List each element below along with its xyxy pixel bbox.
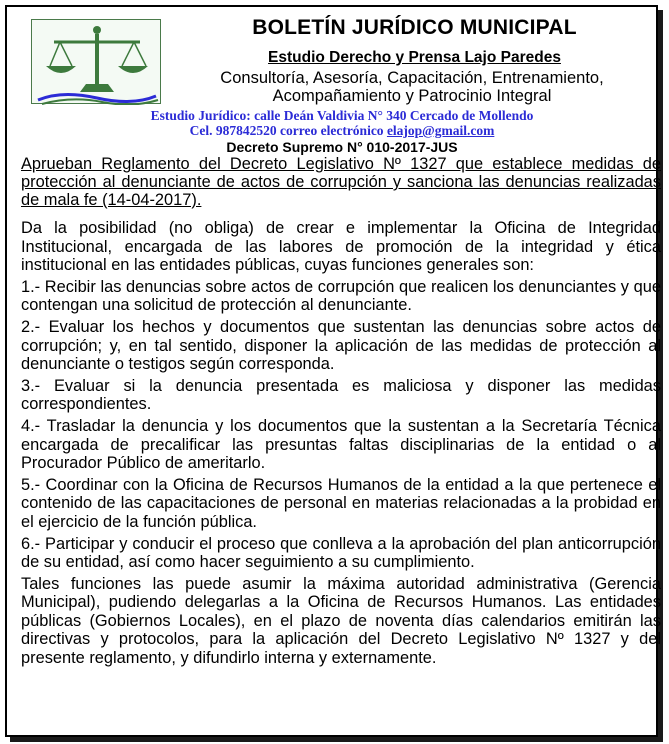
article-body <box>21 219 661 671</box>
contact-line <box>107 123 577 138</box>
paragraph-function-4: 4.- Trasladar la denuncia y los documentos que la sustentan a la Secretaría Técnica encargada de precalificar las presuntas faltas disciplinarias de la entidad o al Procurador Público de ameritarlo. <box>21 416 661 473</box>
decree-number: Decreto Supremo N° 010-2017-JUS <box>226 139 458 155</box>
paragraph-function-2: 2.- Evaluar los hechos y documentos que sustentan las denuncias sobre actos de corrupción; y, en tal sentido, disponer la aplicación de las medidas de protección al denunciante o testigos según corresponda. <box>21 317 661 374</box>
services-line-2: Acompañamiento y Patrocinio Integral <box>272 87 552 105</box>
services-line-1: Consultoría, Asesoría, Capacitación, Entrenamiento, <box>220 69 604 87</box>
address-line: Estudio Jurídico: calle Deán Valdivia N° 340 Cercado de Mollendo <box>150 108 534 123</box>
paragraph-function-3: 3.- Evaluar si la denuncia presentada es maliciosa y disponer las medidas correspondientes. <box>21 376 661 414</box>
paragraph-function-1: 1.- Recibir las denuncias sobre actos de corrupción que realicen los denunciantes y que contengan una solicitud de protección al denunciante. <box>21 277 661 315</box>
article-headline: Aprueban Reglamento del Decreto Legislativo Nº 1327 que establece medidas de protección al denunciante de actos de corrupción y sanciona las denuncias realizadas de mala fe (14-04-2017). <box>21 155 661 209</box>
phone-text: Cel. 987842520 correo electrónico <box>189 123 384 138</box>
paragraph-function-5: 5.- Coordinar con la Oficina de Recursos Humanos de la entidad a la que pertenece el contenido de las capacitaciones de personal en materias relacionadas a la probidad en el ejercicio de la función pública. <box>21 475 661 531</box>
contact-block <box>107 108 577 138</box>
paragraph-closing: Tales funciones las puede asumir la máxima autoridad administrativa (Gerencia Municipal), pudiendo delegarlas a la Oficina de Recursos Humanos. Las entidades públicas (Gobiernos Locales), en el plazo de noventa días calendarios emitirán las directivas y protocolos, para la aplicación del Decreto Legislativo Nº 1327 y del presente reglamento, y difundirlo interna y externamente. <box>21 574 661 668</box>
services-text <box>162 69 662 105</box>
scales-of-justice-icon <box>32 20 162 105</box>
bulletin-frame <box>5 5 661 737</box>
logo <box>31 19 161 104</box>
email-link[interactable]: elajop@gmail.com <box>386 123 495 138</box>
paragraph-function-6: 6.- Participar y conducir el proceso que conlleva a la aprobación del plan anticorrupción de su entidad, así como hacer seguimiento a su cumplimiento. <box>21 534 661 572</box>
bulletin-title: BOLETÍN JURÍDICO MUNICIPAL <box>252 16 577 39</box>
studio-name: Estudio Derecho y Prensa Lajo Paredes <box>268 49 561 66</box>
paragraph-intro: Da la posibilidad (no obliga) de crear e implementar la Oficina de Integridad Institucional, encargada de las labores de promoción de la integridad y ética institucional en las entidades públicas, cuyas funciones generales son: <box>21 219 661 275</box>
